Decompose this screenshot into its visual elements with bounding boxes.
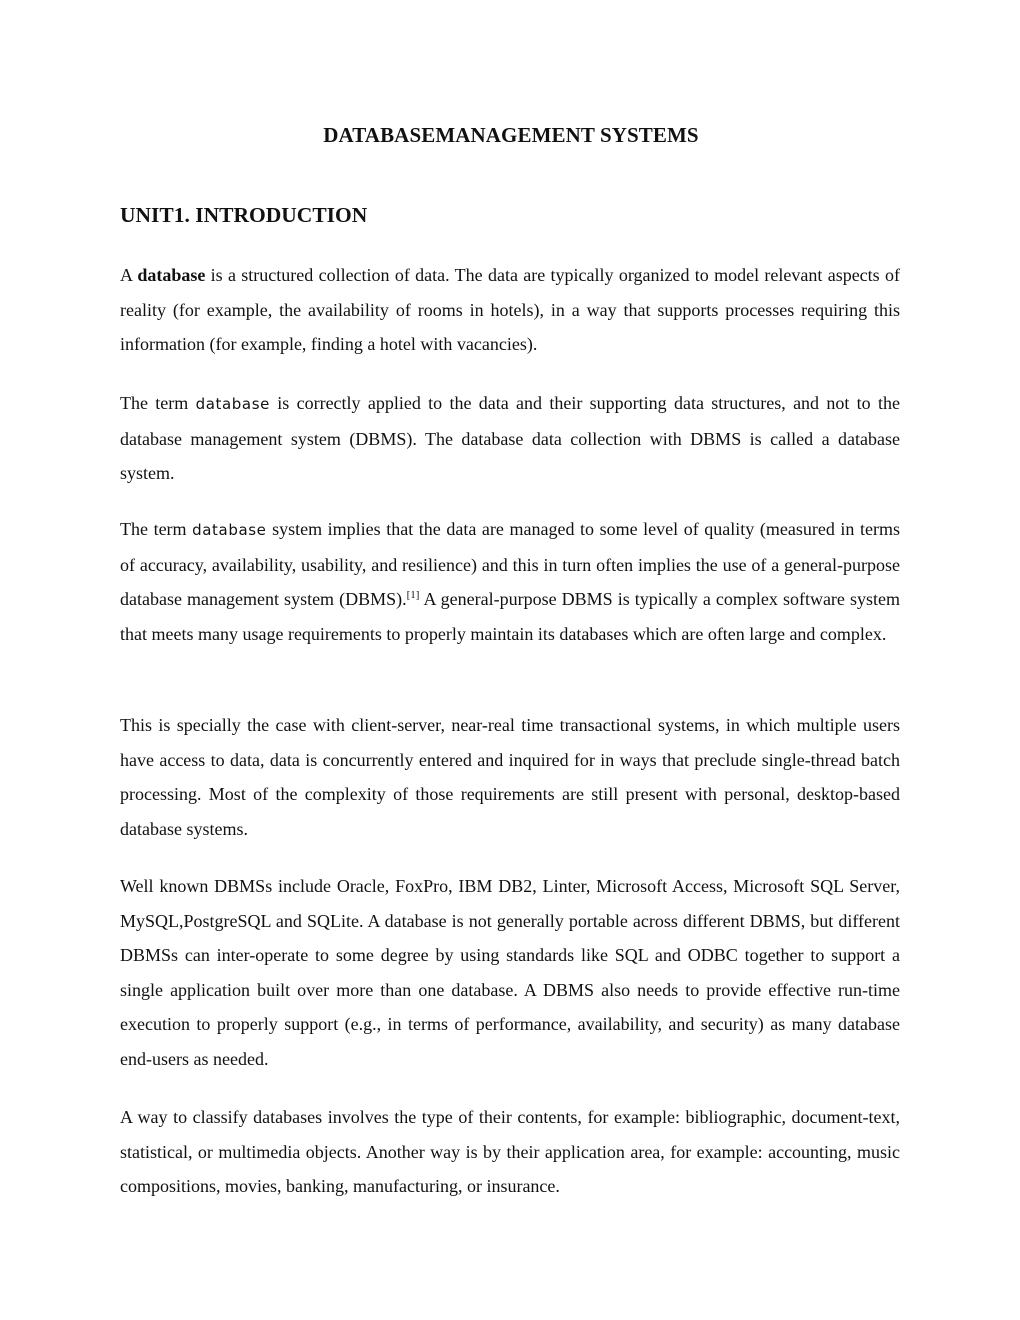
paragraph-classification: A way to classify databases involves the type of their contents, for example: bibliographic, document-text, statistical, or multimedia objects. Another way is by their application area, for example: accounting, music compositions, movies, banking, manufacturing, or insurance. [120,1107,900,1197]
paragraph-text: The term [120,519,193,539]
paragraph-database-definition [120,258,900,362]
page-title: DATABASEMANAGEMENT SYSTEMS [323,123,699,147]
paragraph-text: is correctly applied to the data and their supporting data structures, and not to the database management system (DBMS). The database data collection with DBMS is called a database system. [120,393,900,484]
term-word: database [192,521,267,539]
paragraph-database-system [120,512,900,651]
bold-term: database [137,265,206,285]
term-word: database [195,395,270,413]
unit-heading: UNIT1. INTRODUCTION [120,203,368,227]
reference-marker: [1] [406,589,420,602]
paragraph-text: A general-purpose DBMS is typically a complex software system that meets many usage requirements to properly maintain its databases which are often large and complex. [120,589,900,644]
paragraph-text: is a structured collection of data. The data are typically organized to model relevant aspects of reality (for example, the availability of rooms in hotels), in a way that supports processes requiring this information (for example, finding a hotel with vacancies). [120,265,900,355]
paragraph-text: The term [120,393,196,413]
paragraph-text: system implies that the data are managed to some level of quality (measured in terms of accuracy, availability, usability, and resilience) and this in turn often implies the use of a general-purpose database management system (DBMS). [120,519,900,610]
paragraph-text: A [120,265,138,285]
paragraph-known-dbmss: Well known DBMSs include Oracle, FoxPro, IBM DB2, Linter, Microsoft Access, Microsoft SQL Server, MySQL,PostgreSQL and SQLite. A database is not generally portable across different DBMS, but different DBMSs can inter-operate to some degree by using standards like SQL and ODBC together to support a single application built over more than one database. A DBMS also needs to provide effective run-time execution to properly support (e.g., in terms of performance, availability, and security) as many database end-users as needed. [120,876,900,1069]
paragraph-client-server: This is specially the case with client-server, near-real time transactional systems, in which multiple users have access to data, data is concurrently entered and inquired for in ways that preclude single-thread batch processing. Most of the complexity of those requirements are still present with personal, desktop-based database systems. [120,715,900,839]
paragraph-term-database [120,386,900,491]
